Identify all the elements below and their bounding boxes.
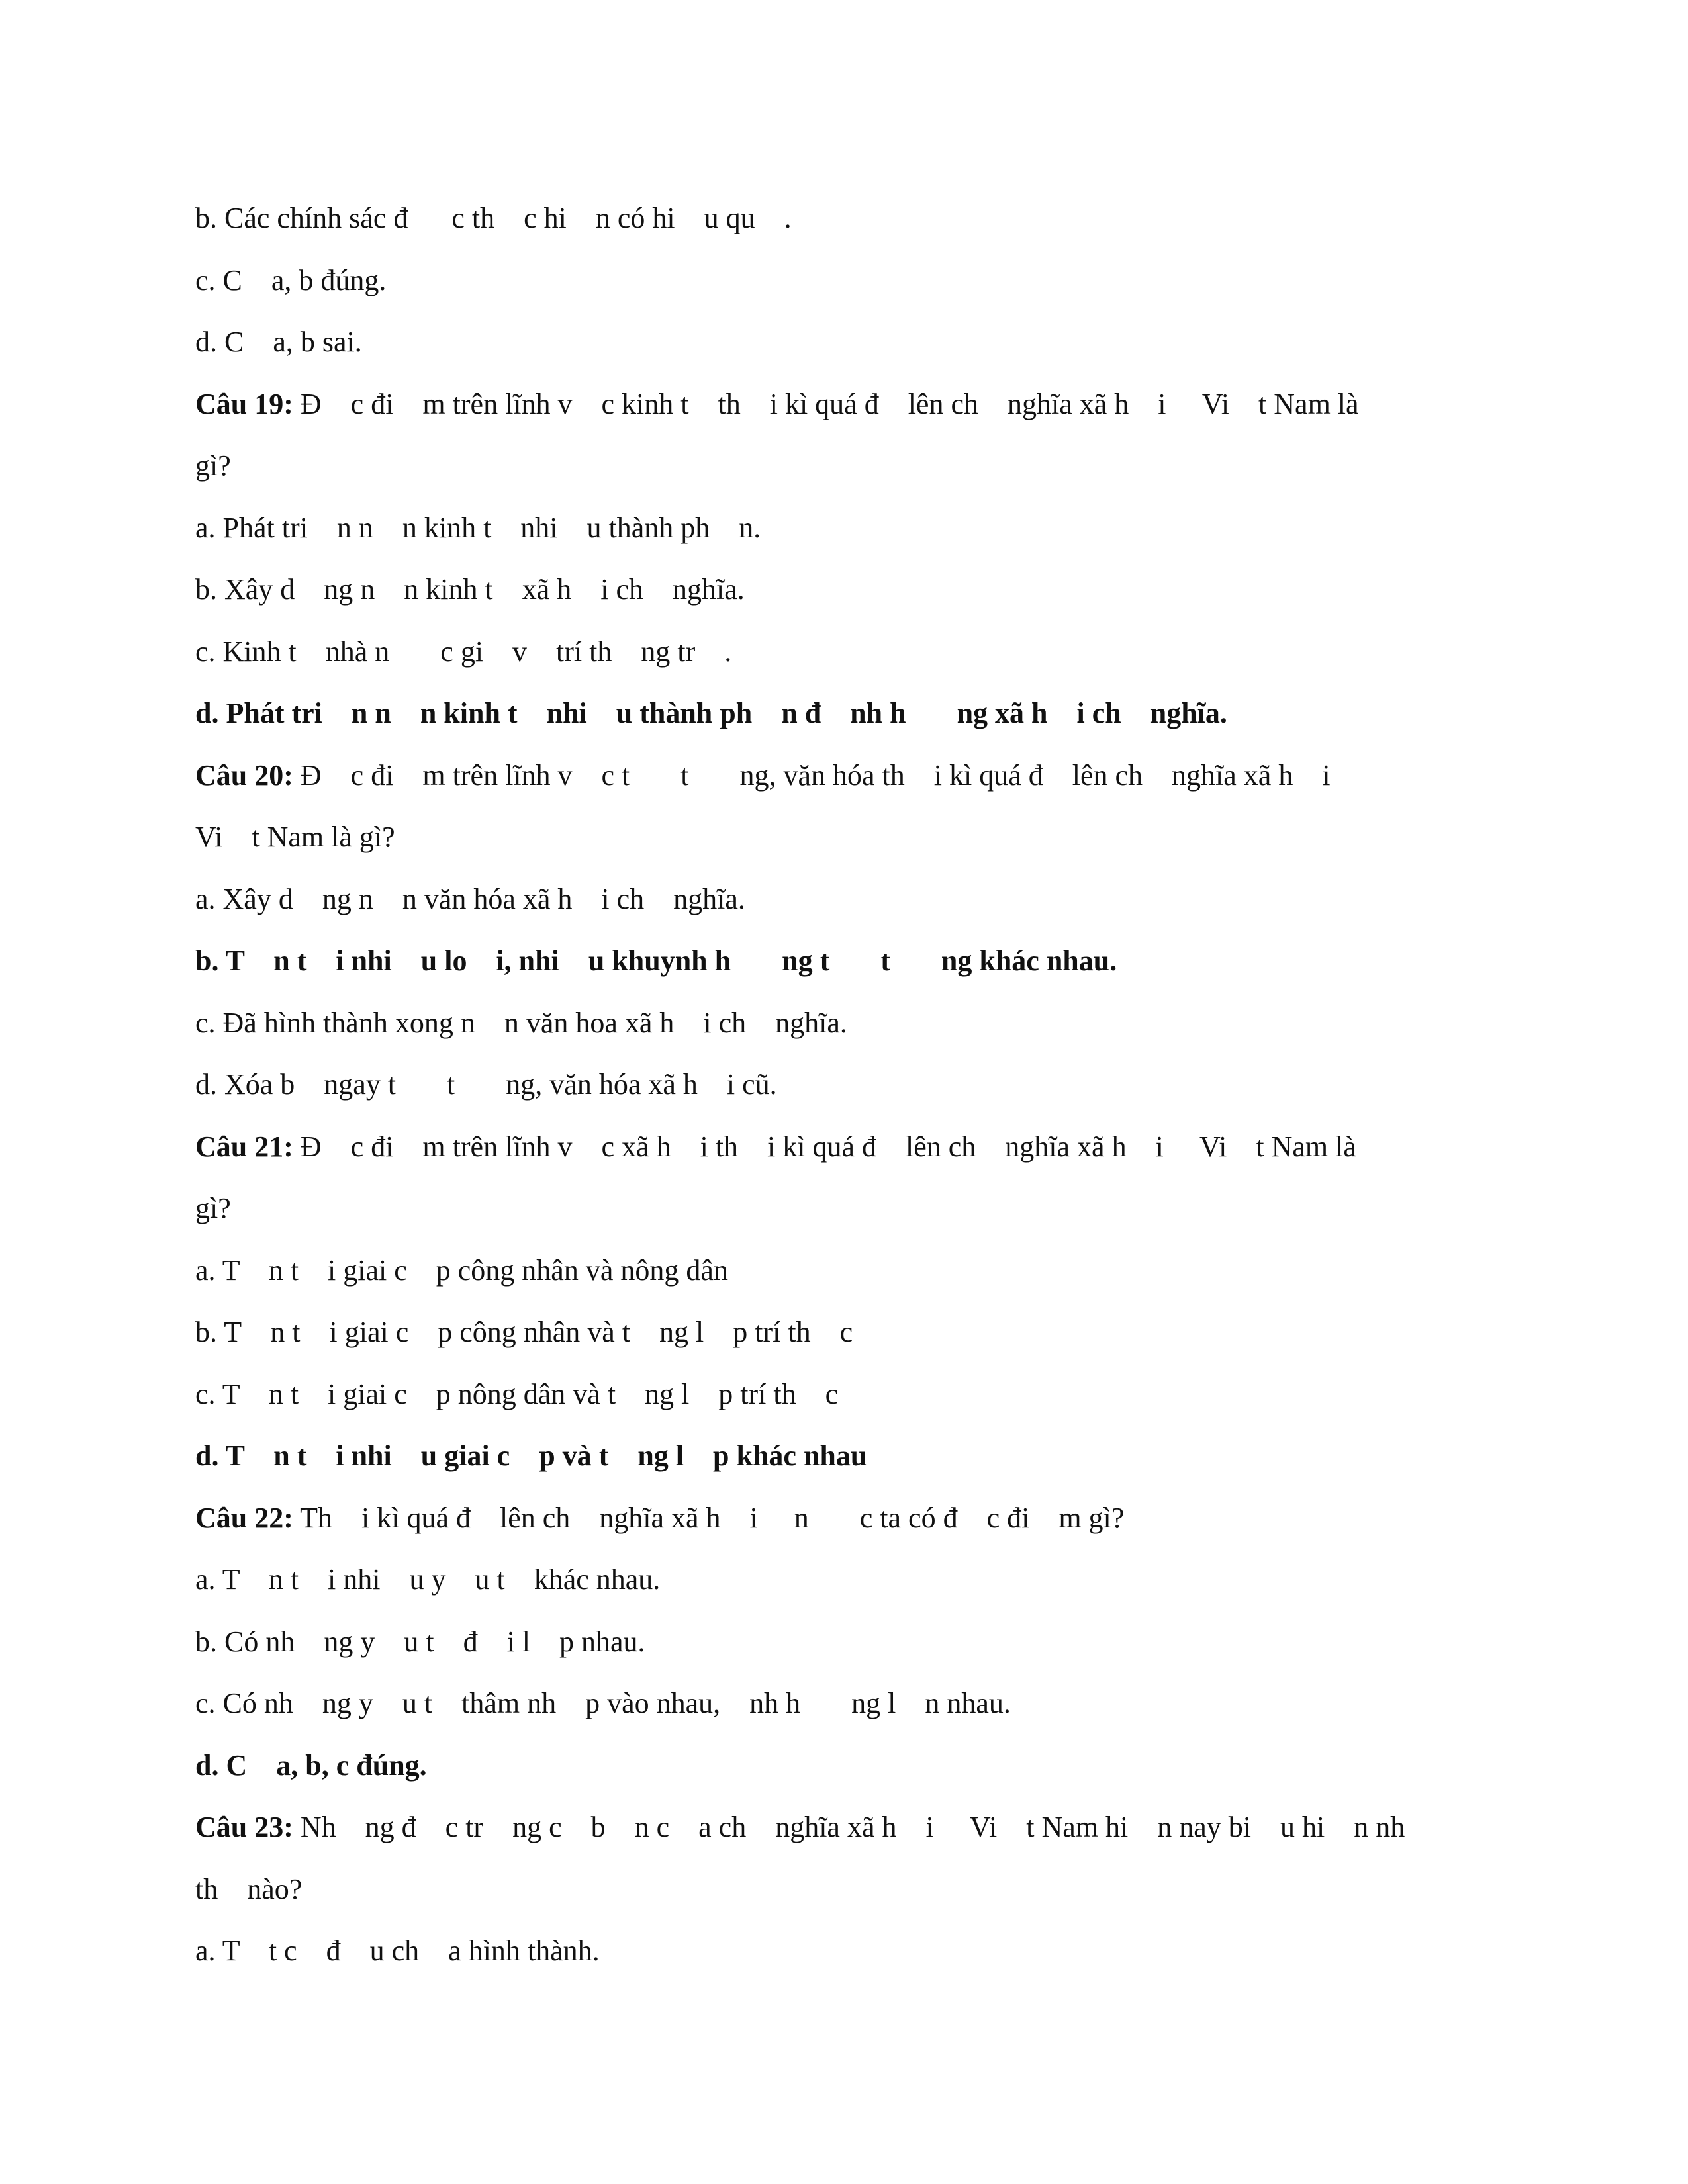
line-text: th nào? [195,1872,303,1905]
line-text: a. T t c đ u ch a hình thành. [195,1934,600,1967]
line-text: b. T n t i nhi u lo i, nhi u khuynh h ng t t ng khác nhau. [195,944,1117,977]
question-line [195,1116,1506,1178]
line-text: a. Phát tri n n n kinh t nhi u thành ph n. [195,511,761,544]
line-text: c. Có nh ng y u t thâm nh p vào nhau, nh h ng l n nhau. [195,1687,1011,1719]
text-line [195,559,1506,621]
line-text: gì? [195,1192,231,1224]
text-line [195,1054,1506,1116]
line-text: a. Xây d ng n n văn hóa xã h i ch nghĩa. [195,882,745,915]
text-line [195,806,1506,868]
line-text: d. T n t i nhi u giai c p và t ng l p khác nhau [195,1439,867,1472]
line-text: b. Có nh ng y u t đ i l p nhau. [195,1625,645,1658]
line-text: Th i kì quá đ lên ch nghĩa xã h i n c ta có đ c đi m gì? [293,1501,1125,1534]
text-line [195,187,1506,250]
line-text: a. T n t i nhi u y u t khác nhau. [195,1563,661,1596]
question-label: Câu 19: [195,387,293,420]
text-line [195,311,1506,373]
line-text: a. T n t i giai c p công nhân và nông dân [195,1253,728,1287]
line-text: b. T n t i giai c p công nhân và t ng l p trí th c [195,1316,853,1348]
line-text: c. T n t i giai c p nông dân và t ng l p trí th c [195,1377,839,1410]
text-line [195,250,1506,312]
line-text: d. C a, b, c đúng. [195,1749,427,1782]
line-text: c. Đã hình thành xong n n văn hoa xã h i ch nghĩa. [195,1006,847,1039]
line-text: d. C a, b sai. [195,326,362,358]
line-text: gì? [195,449,231,482]
question-line [195,1487,1506,1549]
line-text: b. Xây d ng n n kinh t xã h i ch nghĩa. [195,573,745,606]
text-line [195,1549,1506,1611]
line-text: c. Kinh t nhà n c gi v trí th ng tr . [195,635,732,668]
text-line [195,1920,1506,1982]
text-line [195,1672,1506,1735]
line-text: Nh ng đ c tr ng c b n c a ch nghĩa xã h i Vi t Nam hi n nay bi u hi n nh [293,1811,1405,1843]
text-line [195,1240,1506,1302]
text-line [195,1301,1506,1363]
question-line [195,1796,1506,1858]
text-line [195,868,1506,931]
line-text: c. C a, b đúng. [195,263,387,296]
text-line [195,1363,1506,1426]
answer-line-correct [195,930,1506,992]
line-text: Vi t Nam là gì? [195,821,395,853]
text-line [195,1177,1506,1240]
question-line [195,745,1506,807]
question-label: Câu 22: [195,1501,293,1534]
line-text: Đ c đi m trên lĩnh v c t t ng, văn hóa th i kì quá đ lên ch nghĩa xã h i [293,758,1331,792]
question-label: Câu 23: [195,1811,293,1843]
line-text: b. Các chính sác đ c th c hi n có hi u qu . [195,202,792,234]
text-line [195,435,1506,497]
text-line [195,497,1506,559]
text-line [195,621,1506,683]
answer-line-correct [195,682,1506,745]
document-body [195,187,1506,1982]
line-text: Đ c đi m trên lĩnh v c xã h i th i kì quá đ lên ch nghĩa xã h i Vi t Nam là [293,1130,1356,1163]
text-line [195,1858,1506,1921]
text-line [195,1611,1506,1673]
answer-line-correct [195,1425,1506,1487]
line-text: Đ c đi m trên lĩnh v c kinh t th i kì quá đ lên ch nghĩa xã h i Vi t Nam là [293,387,1359,420]
text-line [195,992,1506,1054]
answer-line-correct [195,1735,1506,1797]
question-label: Câu 20: [195,758,293,792]
line-text: d. Phát tri n n n kinh t nhi u thành ph n đ nh h ng xã h i ch nghĩa. [195,697,1227,729]
line-text: d. Xóa b ngay t t ng, văn hóa xã h i cũ. [195,1068,777,1101]
question-label: Câu 21: [195,1130,293,1163]
question-line [195,373,1506,435]
